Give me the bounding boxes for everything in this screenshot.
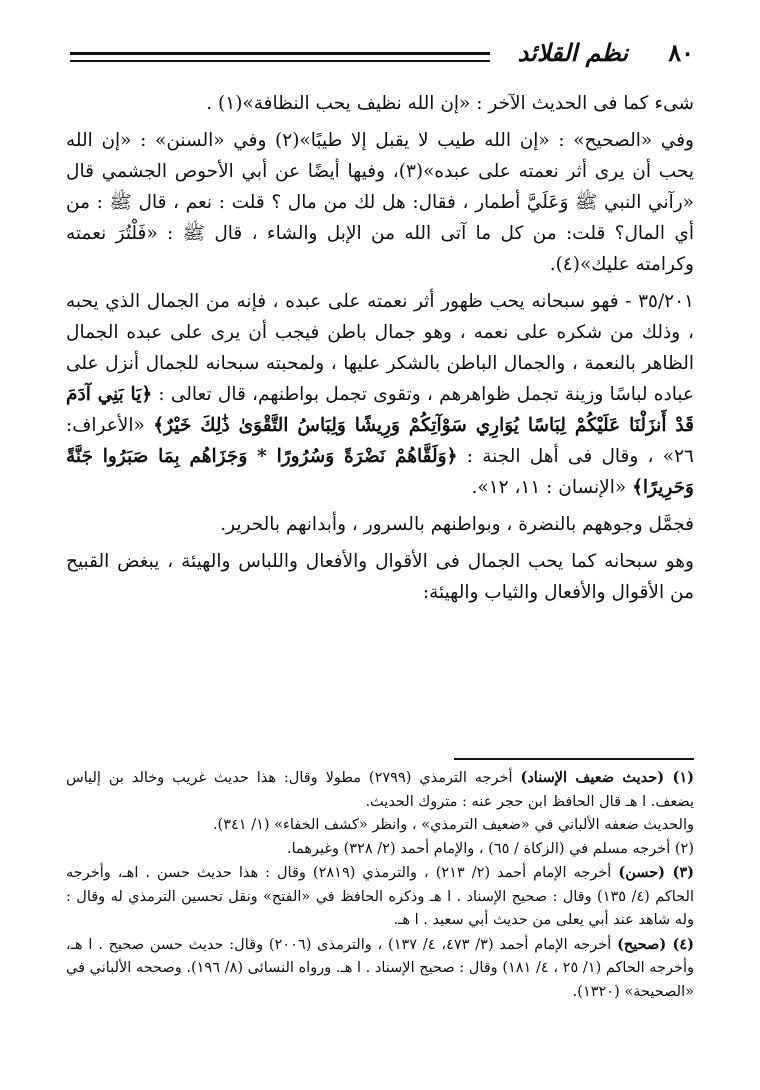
paragraph: وهو سبحانه كما يحب الجمال فى الأقوال والأفعال واللباس والهيئة ، يبغض القبيح من الأقوال والأفعال والثياب والهيئة:	[66, 551, 694, 603]
footnote-label: (٣) (حسن)	[618, 864, 695, 881]
running-title: نظم القلائد	[517, 38, 628, 67]
verse-reference: «الإنسان : ١١، ١٢».	[471, 477, 627, 498]
paragraph: وفي «الصحيح» : «إن الله طيب لا يقبل إلا طيبًا»(٢) وفي «السنن» : «إن الله يحب أن يرى أثر نعمته على عبده»(٣)، وفيها أيضًا عن أبي الأحوص الجشمي قال «رآني النبي ﷺ وَعَلَيَّ أطمار ، فقال: هل لك من مال ؟ قلت : نعم ، قال ﷺ : من أي المال؟ قلت: من كل ما آتى الله من الإبل والشاء ، قال ﷺ : «فَلْتُرَ نعمته وكرامته عليك»(٤).	[66, 130, 695, 275]
verse-reference: «الأعراف: ٢٦» ، وقال فى أهل الجنة :	[66, 415, 694, 467]
footnote-separator	[454, 758, 694, 760]
footnote-text: أخرجه الترمذي (٢٧٩٩) مطولا وقال: هذا حديث غريب وخالد بن إلياس يضعف. ا هـ قال الحافظ ابن حجر عنه : متروك الحديث.	[66, 770, 694, 810]
footnote	[66, 933, 694, 1005]
header-rule	[70, 60, 490, 62]
footnote: (٢) أخرجه مسلم في (الزكاة / ٦٥) ، والإمام أحمد (٢/ ٣٢٨) وغيرهما.	[286, 840, 694, 857]
footnote-text: أخرجه الإمام أحمد (٣/ ٤٧٣، ٤/ ١٣٧) ، والترمذى (٢٠٠٦) وقال: حديث حسن صحيح . ا هـ، وأخرجه الحاكم (١/ ٢٥ ، ٤/ ١٨١) وقال : صحيح الإسناد . ا هـ. ورواه النسائى (٨/ ١٩٦). وصححه الألباني في «الصحيحة» (١٣٢٠).	[66, 936, 695, 1000]
quran-verse: ﴿يَا بَنِي آدَمَ قَدْ أَنزَلْنَا عَلَيْكُمْ لِبَاسًا يُوَارِي سَوْآتِكُمْ وَرِيشًا وَلِبَاسُ التَّقْوَىٰ ذَٰلِكَ خَيْرٌ﴾	[66, 384, 694, 436]
page-header	[70, 38, 694, 74]
footnote	[66, 766, 694, 814]
footnote-continuation: والحديث ضعفه الألباني في «ضعيف الترمذي» ، وانظر «كشف الخفاء» (١/ ٣٤١).	[212, 817, 694, 833]
footnote	[66, 861, 694, 933]
footnote-label: (٤) (صحيح)	[617, 935, 694, 953]
paragraph-text: ٣٥/٢٠١ - فهو سبحانه يحب ظهور أثر نعمته على عبده ، فإنه من الجمال الذي يحبه ، وذلك من شكره على نعمه ، وهو جمال باطن فيجب أن يرى على عبده الجمال الظاهر بالنعمة ، والجمال الباطن بالشكر عليها ، ولمحبته سبحانه للجمال أنزل على عباده لباسًا وزينة تجمل ظواهرهم ، وتقوى تجمل بواطنهم، قال تعالى :	[66, 291, 694, 405]
footnote-text: أخرجه الإمام أحمد (٢/ ٢١٣) ، والترمذي (٢٨١٩) وقال : هذا حديث حسن . اهـ، وأخرجه الحاكم (٤/ ١٣٥) وقال : صحيح الإسناد . ا هـ وذكره الحافظ في «الفتح» ونقل تحسين الترمذي له وقال : وله شاهد عند أبي يعلى من حديث أبي سعيد . ا هـ.	[66, 865, 694, 928]
paragraph: فجمَّل وجوههم بالنضرة ، وبواطنهم بالسرور ، وأبدانهم بالحرير.	[220, 514, 694, 535]
main-text	[66, 88, 694, 614]
paragraph: شىء كما فى الحديث الآخر : «إن الله نظيف يحب النظافة»(١) .	[206, 93, 694, 114]
quran-verse: ﴿وَلَقَّاهُمْ نَضْرَةً وَسُرُورًا * وَجَزَاهُم بِمَا صَبَرُوا جَنَّةً وَحَرِيرًا﴾	[66, 446, 694, 498]
footnotes	[66, 766, 694, 1004]
header-rule	[70, 52, 490, 55]
page-number: ٨٠	[668, 38, 694, 67]
paragraph	[66, 286, 694, 503]
footnote-label: (١) (حديث ضعيف الإسناد)	[520, 769, 695, 786]
